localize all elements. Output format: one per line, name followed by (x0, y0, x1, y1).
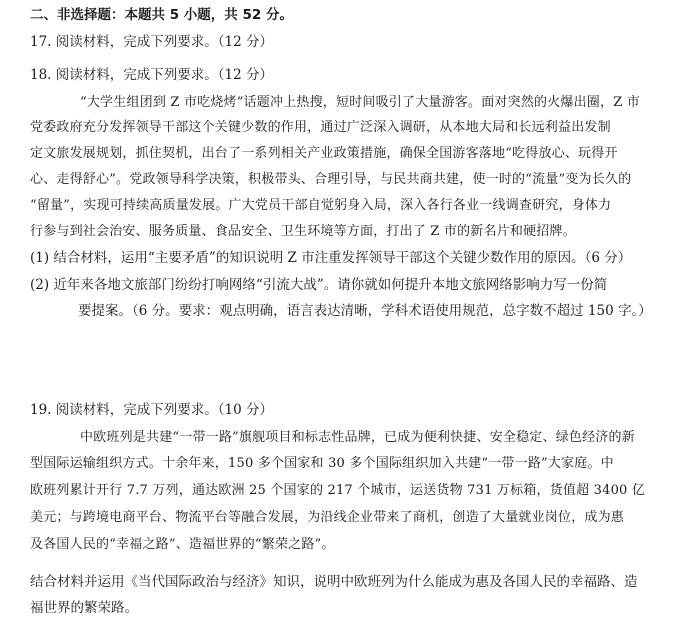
material-line: 行参与到社会治安、服务质量、食品安全、卫生环境等方面，打出了 Z 市的新名片和硬招牌。 (30, 224, 576, 239)
material-line: 及各国人民的“幸福之路”、造福世界的“繁荣之路”。 (30, 537, 335, 552)
question-19-stem: 19. 阅读材料，完成下列要求。（10 分） (30, 402, 273, 418)
question-18-stem: 18. 阅读材料，完成下列要求。（12 分） (30, 67, 273, 83)
material-line: 型国际运输组织方式。十余年来，150 多个国家和 30 多个国际组织加入共建“一带一路”大家庭。中 (30, 456, 614, 471)
question-18-sub2-line1: (2) 近年来各地文旅部门纷纷打响网络“引流大战”。请你就如何提升本地文旅网络影响力写一份简 (30, 277, 608, 293)
question-19-prompt-line2: 福世界的繁荣路。 (30, 600, 138, 616)
material-line: 中欧班列是共建“一带一路”旗舰项目和标志性品牌，已成为便利快捷、安全稳定、绿色经济的新 (80, 430, 635, 445)
question-17-stem: 17. 阅读材料，完成下列要求。（12 分） (30, 34, 273, 50)
material-line: “大学生组团到 Z 市吃烧烤”话题冲上热搜，短时间吸引了大量游客。面对突然的火爆出圈，Z 市 (80, 95, 640, 110)
material-line: 党委政府充分发挥领导干部这个关键少数的作用，通过广泛深入调研，从本地大局和长远利益出发制 (30, 120, 611, 135)
question-18-sub1: (1) 结合材料，运用“主要矛盾”的知识说明 Z 市注重发挥领导干部这个关键少数作用的原因。（6 分） (30, 250, 632, 266)
question-19-prompt-line1: 结合材料并运用《当代国际政治与经济》知识，说明中欧班列为什么能成为惠及各国人民的幸福路、造 (30, 574, 638, 590)
material-line: 定文旅发展规划，抓住契机，出台了一系列相关产业政策措施，确保全国游客落地“吃得放心、玩得开 (30, 146, 618, 161)
material-line: “留量”，实现可持续高质量发展。广大党员干部自觉躬身入局，深入各行各业一线调查研究，身体力 (30, 198, 612, 213)
section-title: 二、非选择题：本题共 5 小题，共 52 分。 (30, 7, 293, 23)
material-line: 美元；与跨境电商平台、物流平台等融合发展，为沿线企业带来了商机，创造了大量就业岗位，成为惠 (30, 510, 625, 525)
question-18-sub2-line2: 要提案。（6 分。要求：观点明确，语言表达清晰，学科术语使用规范，总字数不超过 150 字。） (78, 303, 652, 319)
material-line: 心、走得舒心”。党政领导科学决策，积极带头、合理引导，与民共商共建，使一时的“流量”变为长久的 (30, 172, 632, 187)
material-line: 欧班列累计开行 7.7 万列，通达欧洲 25 个国家的 217 个城市，运送货物 731 万标箱，货值超 3400 亿 (30, 483, 646, 498)
